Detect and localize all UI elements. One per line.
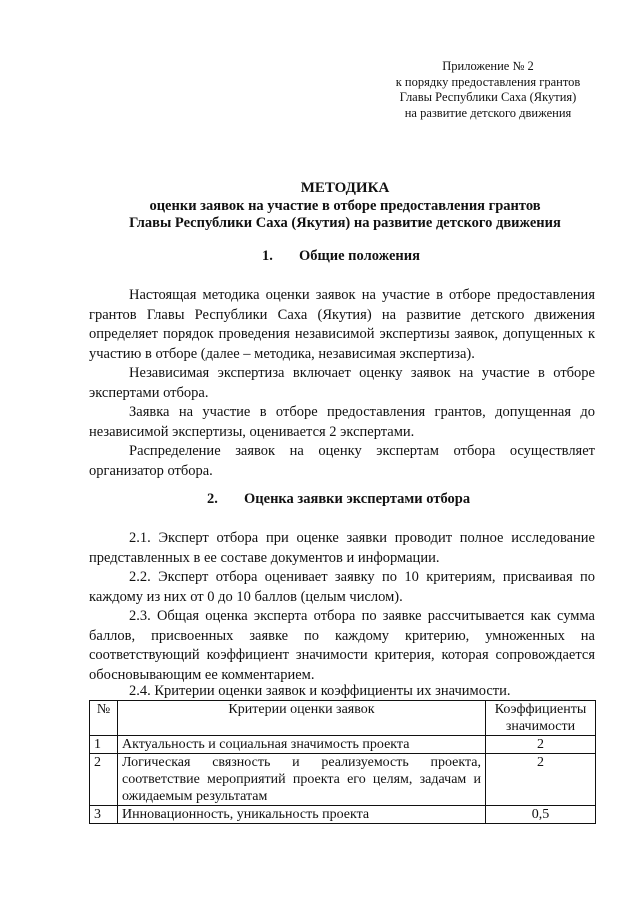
section-1-number: 1. bbox=[262, 248, 273, 264]
section-1-paragraph: Независимая экспертиза включает оценку заявок на участие в отборе экспертами отбора. bbox=[89, 365, 595, 401]
table-row bbox=[90, 806, 596, 824]
criteria-table bbox=[89, 700, 596, 824]
row-criteria: Инновационность, уникальность проекта bbox=[118, 806, 486, 824]
annex-line-2: к порядку предоставления грантов bbox=[395, 74, 581, 89]
header-criteria: Критерии оценки заявок bbox=[118, 701, 486, 736]
row-number: 1 bbox=[90, 736, 118, 754]
row-coefficient: 2 bbox=[486, 736, 596, 754]
section-2-paragraph: 2.3. Общая оценка эксперта отбора по заявке рассчитывается как сумма баллов, присвоенных заявке по каждому критерию, умноженных на соответствующий коэффициент значимости критерия, которая сопровождается обосновывающим ее комментарием. bbox=[89, 608, 595, 683]
section-2-paragraph: 2.1. Эксперт отбора при оценке заявки проводит полное исследование представленных в ее составе документов и информации. bbox=[89, 530, 595, 566]
section-1-paragraph: Настоящая методика оценки заявок на участие в отборе предоставления грантов Главы Республики Саха (Якутия) на развитие детского движения определяет порядок проведения независимой экспертизы заявок, допущенных к участию в отборе (далее – методика, независимая экспертиза). bbox=[89, 287, 595, 362]
row-number: 3 bbox=[90, 806, 118, 824]
header-number: № bbox=[90, 701, 118, 736]
section-1-title: Общие положения bbox=[299, 248, 420, 264]
row-coefficient: 2 bbox=[486, 754, 596, 806]
header-coefficient bbox=[486, 701, 596, 736]
row-number: 2 bbox=[90, 754, 118, 806]
table-header-row bbox=[90, 701, 596, 736]
section-2-paragraph: 2.2. Эксперт отбора оценивает заявку по 10 критериям, присваивая по каждому из них от 0 до 10 баллов (целым числом). bbox=[89, 569, 595, 605]
section-2-title: Оценка заявки экспертами отбора bbox=[244, 491, 471, 507]
document-subtitle-line-2: Главы Республики Саха (Якутия) на развитие детского движения bbox=[129, 215, 561, 231]
row-criteria: Логическая связность и реализуемость проекта, соответствие мероприятий проекта его целям, задачам и ожидаемым результатам bbox=[118, 754, 486, 806]
table-row bbox=[90, 736, 596, 754]
annex-line-1: Приложение № 2 bbox=[442, 59, 534, 73]
document-subtitle-line-1: оценки заявок на участие в отборе предоставления грантов bbox=[149, 198, 541, 214]
annex-line-4: на развитие детского движения bbox=[404, 105, 572, 120]
row-coefficient: 0,5 bbox=[486, 806, 596, 824]
table-row bbox=[90, 754, 596, 806]
section-2-paragraph: 2.4. Критерии оценки заявок и коэффициенты их значимости. bbox=[129, 683, 511, 699]
section-2-number: 2. bbox=[207, 491, 218, 507]
row-criteria: Актуальность и социальная значимость проекта bbox=[118, 736, 486, 754]
annex-header bbox=[386, 59, 590, 121]
section-1-paragraph: Заявка на участие в отборе предоставления грантов, допущенная до независимой экспертизы, оценивается 2 экспертами. bbox=[89, 404, 595, 440]
header-coefficient-line-1: Коэффициенты bbox=[494, 702, 587, 717]
document-title: МЕТОДИКА bbox=[300, 180, 390, 196]
annex-line-3: Главы Республики Саха (Якутия) bbox=[399, 90, 577, 104]
header-coefficient-line-2: значимости bbox=[505, 719, 576, 734]
section-1-paragraph: Распределение заявок на оценку экспертам отбора осуществляет организатор отбора. bbox=[89, 443, 595, 479]
